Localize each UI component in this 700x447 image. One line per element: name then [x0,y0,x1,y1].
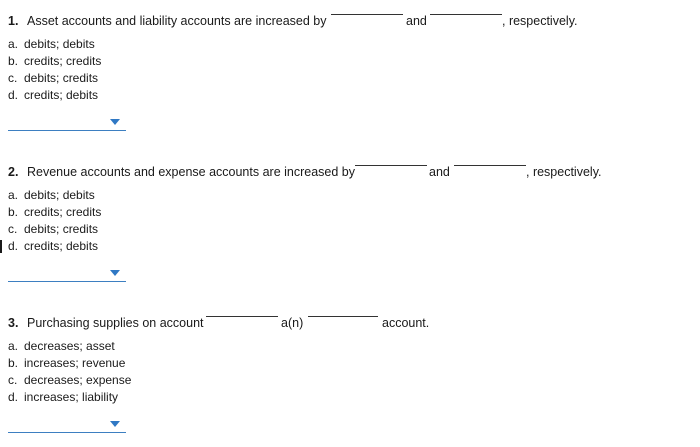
options-list [8,187,101,255]
option-text: credits; credits [24,205,102,219]
question-text-after: , respectively. [502,14,578,28]
question-text-after: account. [382,316,430,330]
option-text: credits; credits [24,54,102,68]
option-text: credits; debits [24,239,99,253]
blank-2 [454,165,526,166]
blank-1 [355,165,427,166]
option-letter: c. [8,222,18,236]
option-text: credits; debits [24,88,99,102]
question-stem [8,316,688,332]
options-list [8,36,101,104]
caret-down-icon [110,119,120,125]
option-letter: a. [8,339,19,353]
option-d [8,87,101,104]
question-stem [8,165,688,181]
question-text-middle: and [406,14,427,28]
option-b [8,204,101,221]
question-text-before: Revenue accounts and expense accounts are increased by [27,165,355,179]
option-d [8,238,101,255]
option-letter: b. [8,356,19,370]
option-letter: a. [8,37,19,51]
blank-2 [430,14,502,15]
question-text-before: Asset accounts and liability accounts are increased by [27,14,327,28]
option-text: debits; credits [24,222,99,236]
blank-2 [308,316,378,317]
option-text: debits; debits [24,37,95,51]
option-letter: d. [8,239,19,253]
question-stem [8,14,688,30]
option-text: decreases; asset [24,339,115,353]
answer-dropdown-1[interactable] [8,116,126,131]
blank-1 [206,316,278,317]
option-letter: d. [8,390,19,404]
question-1 [8,14,688,102]
option-letter: c. [8,373,18,387]
question-3 [8,316,688,404]
option-c [8,221,101,238]
question-text-before: Purchasing supplies on account [27,316,204,330]
question-text-middle: a(n) [281,316,304,330]
option-letter: c. [8,71,18,85]
caret-down-icon [110,421,120,427]
option-b [8,53,101,70]
question-2 [8,165,688,253]
edge-mark [0,240,2,253]
option-text: debits; debits [24,188,95,202]
options-list [8,338,131,406]
option-letter: b. [8,54,19,68]
option-letter: a. [8,188,19,202]
question-text-middle: and [429,165,450,179]
option-d [8,389,131,406]
answer-dropdown-3[interactable] [8,418,126,433]
option-text: debits; credits [24,71,99,85]
option-text: increases; liability [24,390,119,404]
blank-1 [331,14,403,15]
question-text-after: , respectively. [526,165,602,179]
option-c [8,372,131,389]
option-text: decreases; expense [24,373,132,387]
option-text: increases; revenue [24,356,126,370]
option-a [8,187,101,204]
option-letter: d. [8,88,19,102]
answer-dropdown-2[interactable] [8,267,126,282]
option-c [8,70,101,87]
option-letter: b. [8,205,19,219]
option-a [8,36,101,53]
question-number: 2. [8,165,19,179]
option-b [8,355,131,372]
caret-down-icon [110,270,120,276]
question-number: 1. [8,14,19,28]
question-number: 3. [8,316,19,330]
option-a [8,338,131,355]
